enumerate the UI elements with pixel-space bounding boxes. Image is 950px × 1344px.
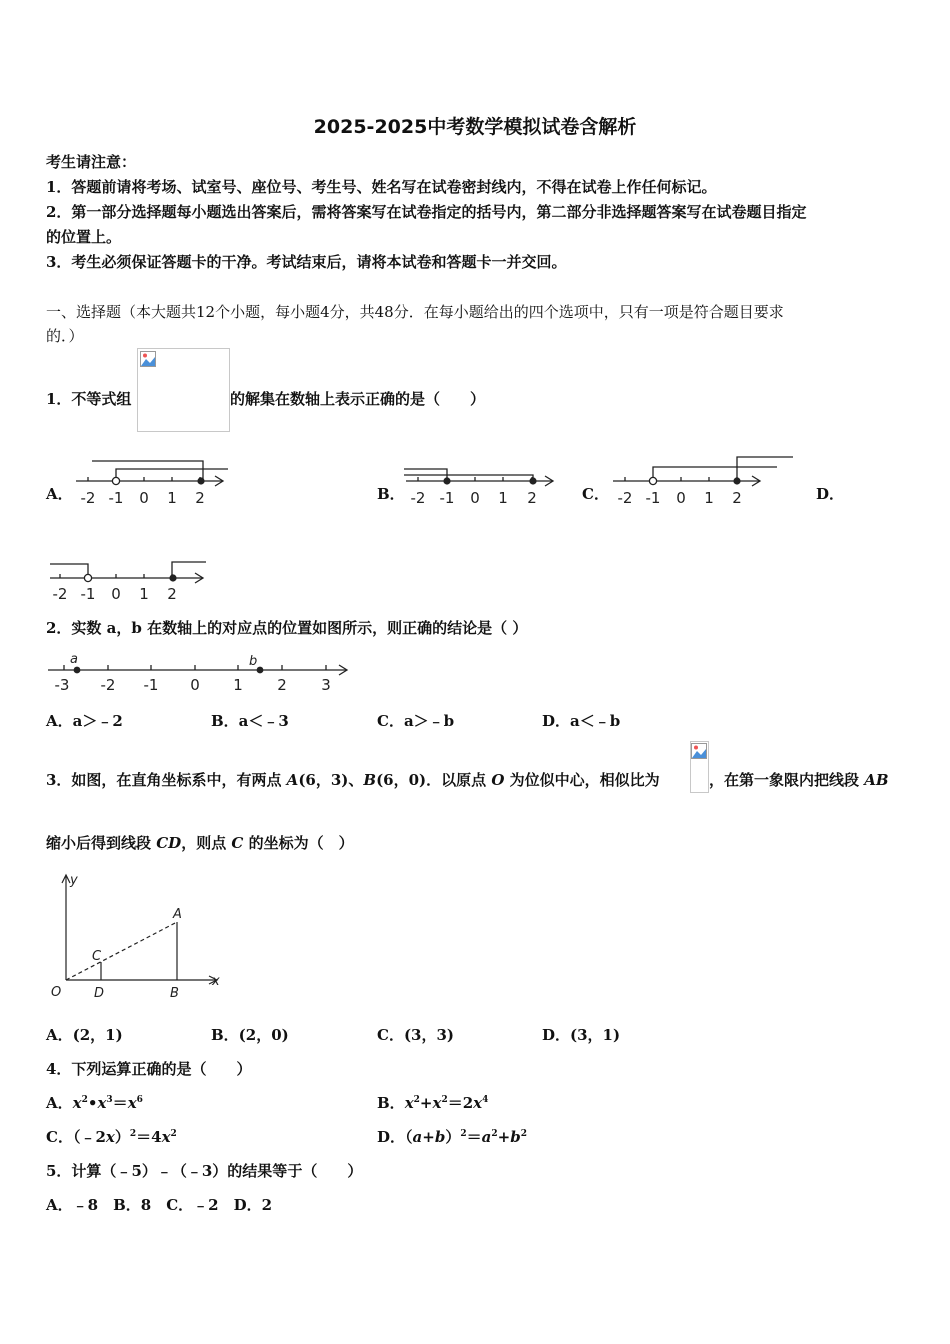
- point-c-label: C: [92, 949, 102, 964]
- q1-stem-pre: 1．不等式组: [46, 390, 132, 408]
- q3-text: 为位似中心，相似比为: [504, 771, 660, 789]
- q1-option-a-number-line: [72, 455, 228, 509]
- option-label: C．: [46, 1128, 73, 1146]
- tick-label: 2: [732, 489, 742, 507]
- tick-label: -1: [108, 489, 124, 507]
- q3-stem-line-2: [46, 833, 354, 853]
- q3-stem-line-1: [46, 770, 660, 790]
- tick-label: -2: [80, 489, 96, 507]
- section-heading-b: 的．）: [46, 327, 84, 345]
- notice-line-2b: 的位置上。: [46, 228, 122, 246]
- section-heading-a: 一、选择题（本大题共12个小题，每小题4分，共48分．在每小题给出的四个选项中，只有一项是符合题目要求: [46, 303, 784, 321]
- tick-label: 2: [167, 585, 177, 603]
- y-axis-label: y: [70, 873, 78, 888]
- q2-stem: 2．实数 a，b 在数轴上的对应点的位置如图所示，则正确的结论是（ ）: [46, 619, 528, 637]
- tick-label: -1: [143, 676, 159, 694]
- point-c: C: [231, 834, 244, 852]
- tick-label: -2: [410, 489, 426, 507]
- point-b: B: [363, 771, 377, 789]
- q2-option-d: D．a＜﹣b: [542, 712, 621, 730]
- tick-label: -3: [54, 676, 70, 694]
- option-label: B．: [377, 1094, 405, 1112]
- tick-label: 1: [167, 489, 177, 507]
- notice-line-2a: 2．第一部分选择题每小题选出答案后，需将答案写在试卷指定的括号内，第二部分非选择题答案写在试卷题目指定: [46, 203, 807, 221]
- q2-number-line: [46, 652, 352, 696]
- q3-option-c: C．(3，3): [377, 1026, 455, 1044]
- option-label: A．: [46, 1094, 73, 1112]
- q3-option-d: D．(3，1): [542, 1026, 621, 1044]
- q5-stem: 5．计算（﹣5）﹣（﹣3）的结果等于（ ）: [46, 1162, 363, 1180]
- broken-image-icon: [691, 743, 707, 759]
- tick-label: 0: [470, 489, 480, 507]
- tick-label: 2: [195, 489, 205, 507]
- option-label: D．: [377, 1128, 406, 1146]
- q1-option-d-number-line: [46, 558, 208, 604]
- q1-option-b-number-line: [402, 455, 556, 509]
- tick-label: 1: [498, 489, 508, 507]
- q3-text: ，则点: [181, 834, 232, 852]
- q3-option-b: B．(2，0): [211, 1026, 289, 1044]
- tick-label: 1: [139, 585, 149, 603]
- point-a-label: a: [70, 652, 78, 667]
- tick-label: -2: [617, 489, 633, 507]
- notice-line-3: 3．考生必须保证答题卡的干净。考试结束后，请将本试卷和答题卡一并交回。: [46, 253, 567, 271]
- tick-label: 0: [676, 489, 686, 507]
- point-a-label: A: [173, 907, 182, 922]
- q2-option-a: A．a＞﹣2: [46, 712, 123, 730]
- x-axis-label: x: [212, 974, 220, 989]
- tick-label: 0: [190, 676, 200, 694]
- q4-stem: 4．下列运算正确的是（ ）: [46, 1060, 252, 1078]
- tick-label: 1: [233, 676, 243, 694]
- tick-label: -2: [100, 676, 116, 694]
- q3-text: 缩小后得到线段: [46, 834, 157, 852]
- notice-heading: 考生请注意：: [46, 153, 137, 171]
- q1-stem-post: 的解集在数轴上表示正确的是（ ）: [230, 390, 486, 408]
- q1-option-b-label: B．: [377, 485, 405, 503]
- q3-text: 的坐标为（ ）: [243, 834, 354, 852]
- point-b-label: b: [249, 654, 258, 669]
- notice-line-1: 1．答题前请将考场、试室号、座位号、考生号、姓名写在试卷密封线内，不得在试卷上作任何标记。: [46, 178, 717, 196]
- q4-option-d: D．$(a+b)^2=a^2+b^2$: [377, 1128, 527, 1146]
- tick-label: -1: [80, 585, 96, 603]
- broken-image-icon: [140, 351, 156, 367]
- q2-option-c: C．a＞﹣b: [377, 712, 455, 730]
- q3-stem-line-1-end: [709, 770, 889, 790]
- tick-label: 2: [277, 676, 287, 694]
- point-b-label: B: [170, 986, 179, 1001]
- point-d-label: D: [94, 986, 105, 1001]
- tick-label: 3: [321, 676, 331, 694]
- q3-coordinate-figure: [46, 870, 228, 1004]
- inequality-system-image-placeholder: [137, 348, 230, 432]
- q5-options: A．﹣8 B．8 C．﹣2 D．2: [46, 1196, 273, 1214]
- q3-text: (6，0)．以原点: [376, 771, 492, 789]
- q3-option-a: A．(2，1): [46, 1026, 123, 1044]
- q1-option-d-label: D．: [816, 485, 845, 503]
- q2-option-b: B．a＜﹣3: [211, 712, 289, 730]
- point-a: A: [286, 771, 299, 789]
- origin-label: O: [51, 985, 62, 1000]
- q3-text: 3．如图，在直角坐标系中，有两点: [46, 771, 287, 789]
- tick-label: 1: [704, 489, 714, 507]
- tick-label: -2: [52, 585, 68, 603]
- q1-option-a-label: A．: [46, 485, 73, 503]
- tick-label: -1: [439, 489, 455, 507]
- tick-label: 0: [111, 585, 121, 603]
- page-title: 2025-2025中考数学模拟试卷含解析: [313, 116, 637, 138]
- segment-ab: AB: [864, 771, 889, 789]
- ratio-image-placeholder: [690, 741, 709, 793]
- q1-option-c-number-line: [609, 455, 795, 509]
- tick-label: -1: [645, 489, 661, 507]
- point-o: O: [491, 771, 505, 789]
- q3-text: (6，3)、: [298, 771, 364, 789]
- q1-option-c-label: C．: [582, 485, 609, 503]
- tick-label: 2: [527, 489, 537, 507]
- q4-option-b: B．$x^2+x^2=2x^4$: [377, 1094, 489, 1112]
- tick-label: 0: [139, 489, 149, 507]
- q3-text: ，在第一象限内把线段: [709, 771, 865, 789]
- q4-option-a: A．$x^2•x^3=x^6$: [46, 1094, 143, 1112]
- segment-cd: CD: [156, 834, 182, 852]
- q4-option-c: C．$(﹣2x)^2=4x^2$: [46, 1128, 177, 1146]
